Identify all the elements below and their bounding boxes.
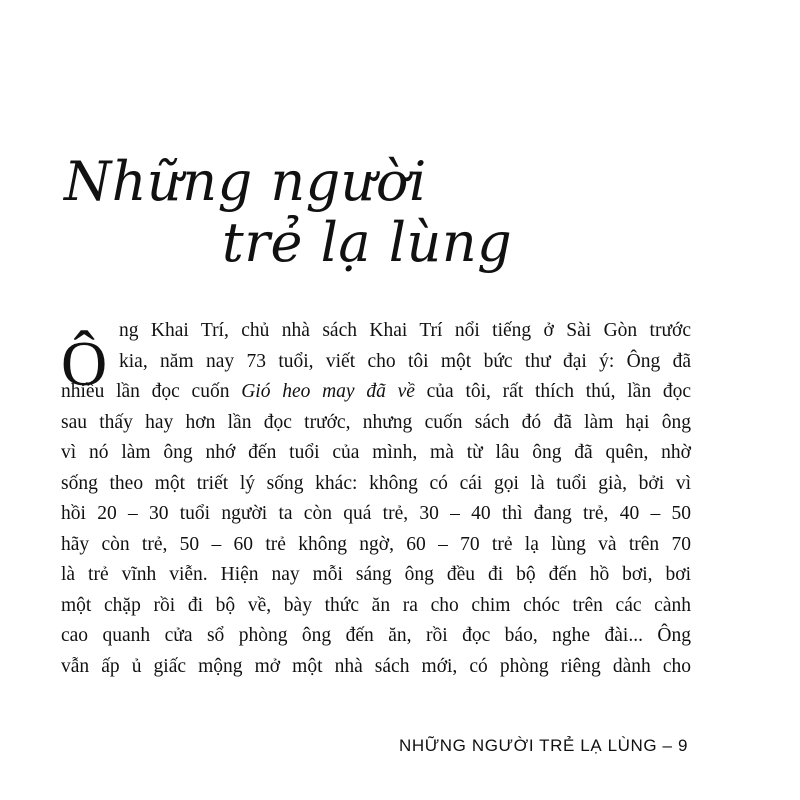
body-line: vẫn ấp ủ giấc mộng mở một nhà sách mới, có phòng riêng dành cho (61, 655, 691, 677)
body-line: một chặp rồi đi bộ về, bày thức ăn ra cho chim chóc trên các cành (61, 594, 691, 616)
drop-cap: Ô (61, 328, 108, 399)
running-footer: NHỮNG NGƯỜI TRẺ LẠ LÙNG – 9 (398, 736, 688, 755)
book-title: Gió heo may đã về (241, 381, 415, 402)
body-line: là trẻ vĩnh viễn. Hiện nay mỗi sáng ông đều đi bộ đến hồ bơi, bơi (61, 564, 691, 585)
body-line: cao quanh cửa sổ phòng ông đến ăn, rồi đọc báo, nghe đài... Ông (61, 625, 691, 646)
chapter-title-line-1: Những người (64, 150, 427, 213)
body-line: ng Khai Trí, chủ nhà sách Khai Trí nổi tiếng ở Sài Gòn trước (119, 320, 691, 341)
chapter-title-line-2: trẻ lạ lùng (222, 211, 513, 274)
body-line: hồi 20 – 30 tuổi người ta còn quá trẻ, 30 – 40 thì đang trẻ, 40 – 50 (61, 503, 691, 524)
body-line (61, 377, 691, 408)
body-line: hãy còn trẻ, 50 – 60 trẻ không ngờ, 60 – 70 trẻ lạ lùng và trên 70 (61, 533, 691, 555)
body-line: sau thấy hay hơn lần đọc trước, nhưng cuốn sách đó đã làm hại ông (61, 411, 691, 433)
body-line-lead: nhiều lần đọc cuốn (61, 381, 242, 402)
body-line: kia, năm nay 73 tuổi, viết cho tôi một bức thư đại ý: Ông đã (119, 350, 691, 372)
chapter-body (61, 316, 691, 682)
body-line-rest: của tôi, rất thích thú, lần đọc (414, 381, 691, 402)
body-line: sống theo một triết lý sống khác: không có cái gọi là tuổi già, bởi vì (61, 472, 691, 494)
body-line: vì nó làm ông nhớ đến tuổi của mình, mà từ lâu ông đã quên, nhờ (61, 442, 691, 463)
